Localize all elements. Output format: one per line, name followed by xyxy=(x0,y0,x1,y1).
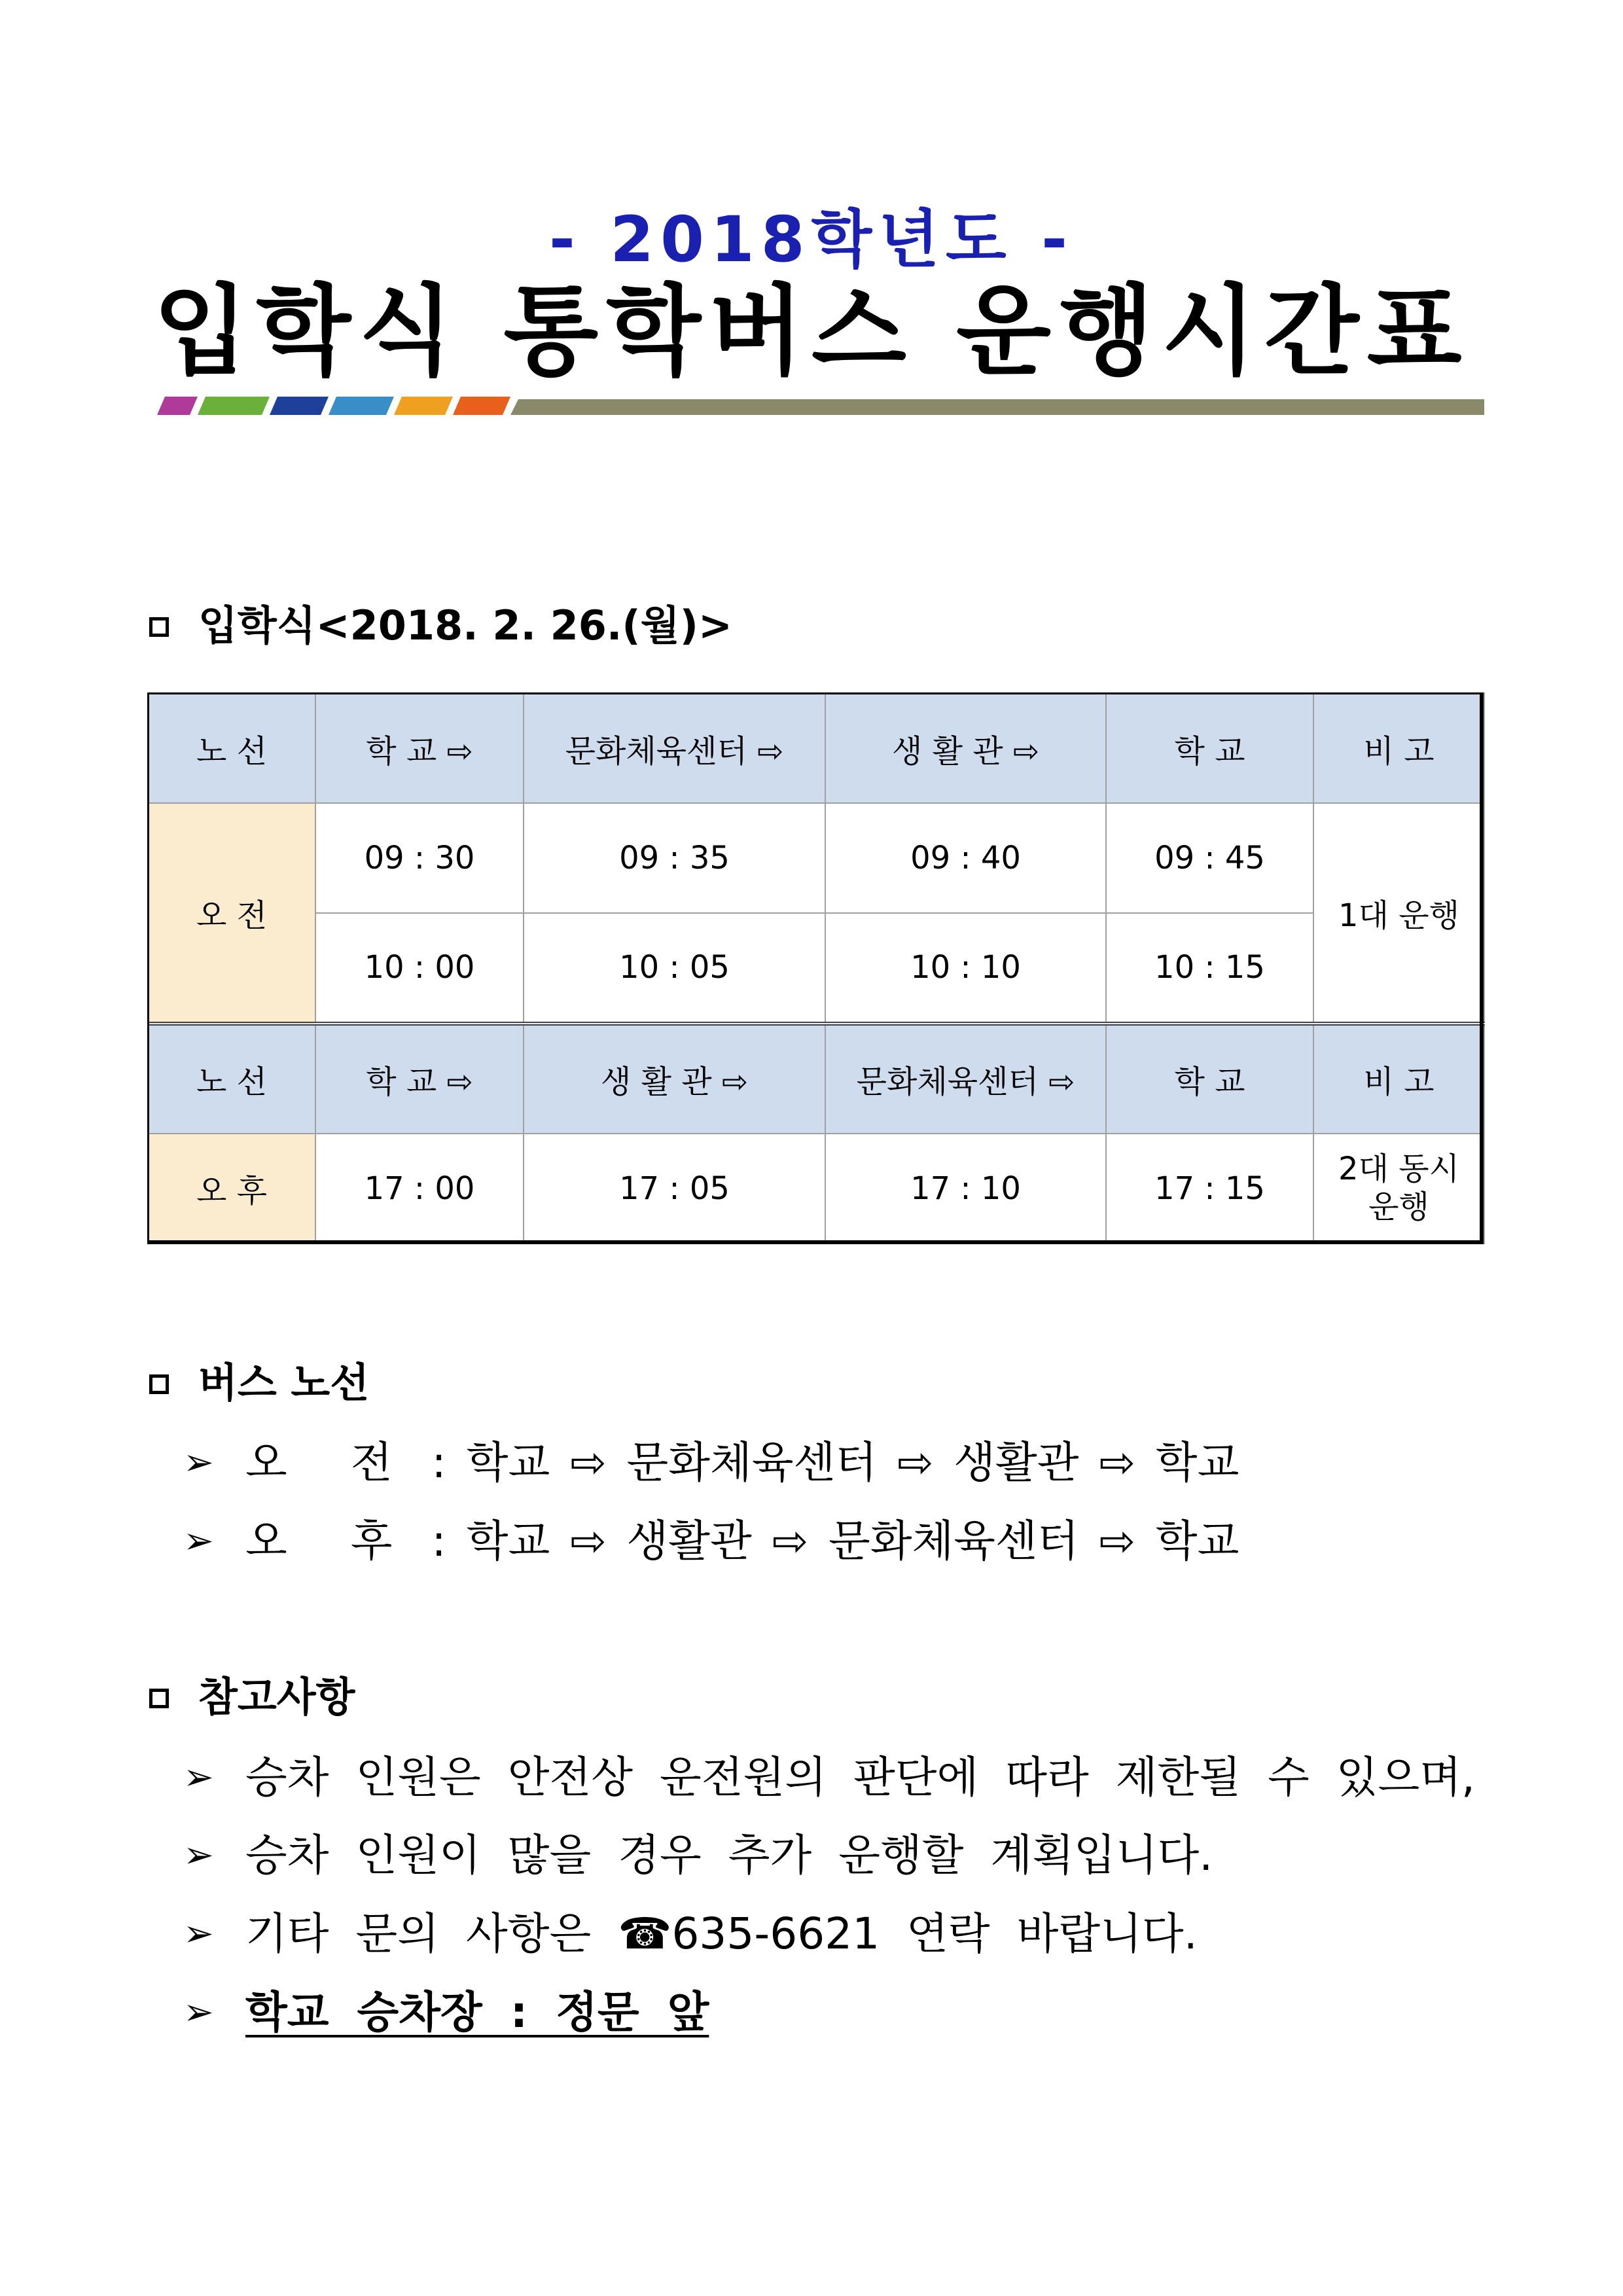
bar-seg-6 xyxy=(453,397,510,415)
boarding-location-text: 학교 승차장 : 정문 앞 xyxy=(245,1987,709,2037)
table-row xyxy=(148,803,1484,913)
time-cell: 17 : 10 xyxy=(825,1134,1106,1244)
header-cell: 노 선 xyxy=(148,1024,315,1134)
route-period-label: 오 전 xyxy=(245,1437,418,1488)
time-cell: 09 : 30 xyxy=(315,803,524,913)
time-cell: 09 : 35 xyxy=(524,803,825,913)
route-text: : 학교 ⇨ 생활관 ⇨ 문화체육센터 ⇨ 학교 xyxy=(431,1516,1240,1566)
square-bullet-icon xyxy=(149,1689,169,1708)
header-cell: 문화체육센터 ⇨ xyxy=(825,1024,1106,1134)
pm-note-line: 운행 xyxy=(1368,1188,1429,1225)
time-cell: 17 : 15 xyxy=(1106,1134,1313,1244)
table-row xyxy=(148,913,1484,1023)
notes-heading xyxy=(149,1673,355,1721)
bar-seg-7 xyxy=(510,399,1484,415)
title-decoration-bar xyxy=(157,397,1484,415)
arrowhead-bullet-icon: ➢ xyxy=(183,1834,214,1876)
bar-seg-1 xyxy=(157,397,198,415)
header-cell: 학 교 xyxy=(1106,1024,1313,1134)
time-cell: 17 : 00 xyxy=(315,1134,524,1244)
bar-seg-2 xyxy=(198,397,270,415)
square-bullet-icon xyxy=(149,617,169,637)
pm-period-cell: 오 후 xyxy=(148,1134,315,1244)
time-cell: 17 : 05 xyxy=(524,1134,825,1244)
list-item xyxy=(183,1437,1240,1488)
arrowhead-bullet-icon: ➢ xyxy=(183,1912,214,1955)
square-bullet-icon xyxy=(149,1374,169,1394)
header-cell: 학 교 ⇨ xyxy=(315,693,524,803)
time-cell: 10 : 05 xyxy=(524,913,825,1023)
pm-note-line: 2대 동시 xyxy=(1338,1151,1459,1188)
header-cell: 노 선 xyxy=(148,693,315,803)
arrowhead-bullet-icon: ➢ xyxy=(183,1991,214,2034)
routes-heading xyxy=(149,1359,370,1407)
header-cell: 비 고 xyxy=(1313,693,1484,803)
notes-heading-text: 참고사항 xyxy=(198,1673,355,1721)
note-text: 기타 문의 사항은 ☎635-6621 연락 바랍니다. xyxy=(245,1909,1198,1959)
header-cell: 문화체육센터 ⇨ xyxy=(524,693,825,803)
header-cell: 생 활 관 ⇨ xyxy=(825,693,1106,803)
table-row xyxy=(148,1134,1484,1244)
subtitle: - 2018학년도 - xyxy=(549,203,1074,276)
route-period-label: 오 후 xyxy=(245,1516,418,1566)
time-cell: 09 : 45 xyxy=(1106,803,1313,913)
bar-seg-5 xyxy=(394,397,453,415)
time-cell: 09 : 40 xyxy=(825,803,1106,913)
list-item xyxy=(183,1830,1213,1880)
ceremony-heading-text: 입학식<2018. 2. 26.(월)> xyxy=(198,601,732,649)
am-period-cell: 오 전 xyxy=(148,803,315,1023)
note-text: 승차 인원이 많을 경우 추가 운행할 계획입니다. xyxy=(245,1830,1213,1880)
ceremony-heading xyxy=(149,601,732,649)
time-cell: 10 : 00 xyxy=(315,913,524,1023)
bar-seg-3 xyxy=(270,397,329,415)
header-cell: 학 교 xyxy=(1106,693,1313,803)
am-header-row xyxy=(148,693,1484,803)
route-text: : 학교 ⇨ 문화체육센터 ⇨ 생활관 ⇨ 학교 xyxy=(431,1437,1240,1488)
note-text: 승차 인원은 안전상 운전원의 판단에 따라 제한될 수 있으며, xyxy=(245,1752,1475,1803)
time-cell: 10 : 15 xyxy=(1106,913,1313,1023)
header-cell: 학 교 ⇨ xyxy=(315,1024,524,1134)
page-title: 입학식 통학버스 운행시간표 xyxy=(153,275,1470,389)
schedule-table xyxy=(147,692,1485,1244)
arrowhead-bullet-icon: ➢ xyxy=(183,1520,214,1562)
pm-header-row xyxy=(148,1024,1484,1134)
bar-seg-4 xyxy=(329,397,394,415)
header-cell: 비 고 xyxy=(1313,1024,1484,1134)
am-note-cell: 1대 운행 xyxy=(1313,803,1484,1023)
header-cell: 생 활 관 ⇨ xyxy=(524,1024,825,1134)
pm-note-cell xyxy=(1313,1134,1484,1244)
arrowhead-bullet-icon: ➢ xyxy=(183,1756,214,1799)
time-cell: 10 : 10 xyxy=(825,913,1106,1023)
list-item xyxy=(183,1752,1486,1803)
list-item xyxy=(183,1516,1240,1566)
list-item xyxy=(183,1909,1198,1959)
routes-heading-text: 버스 노선 xyxy=(198,1359,370,1407)
list-item xyxy=(183,1987,709,2037)
arrowhead-bullet-icon: ➢ xyxy=(183,1441,214,1484)
